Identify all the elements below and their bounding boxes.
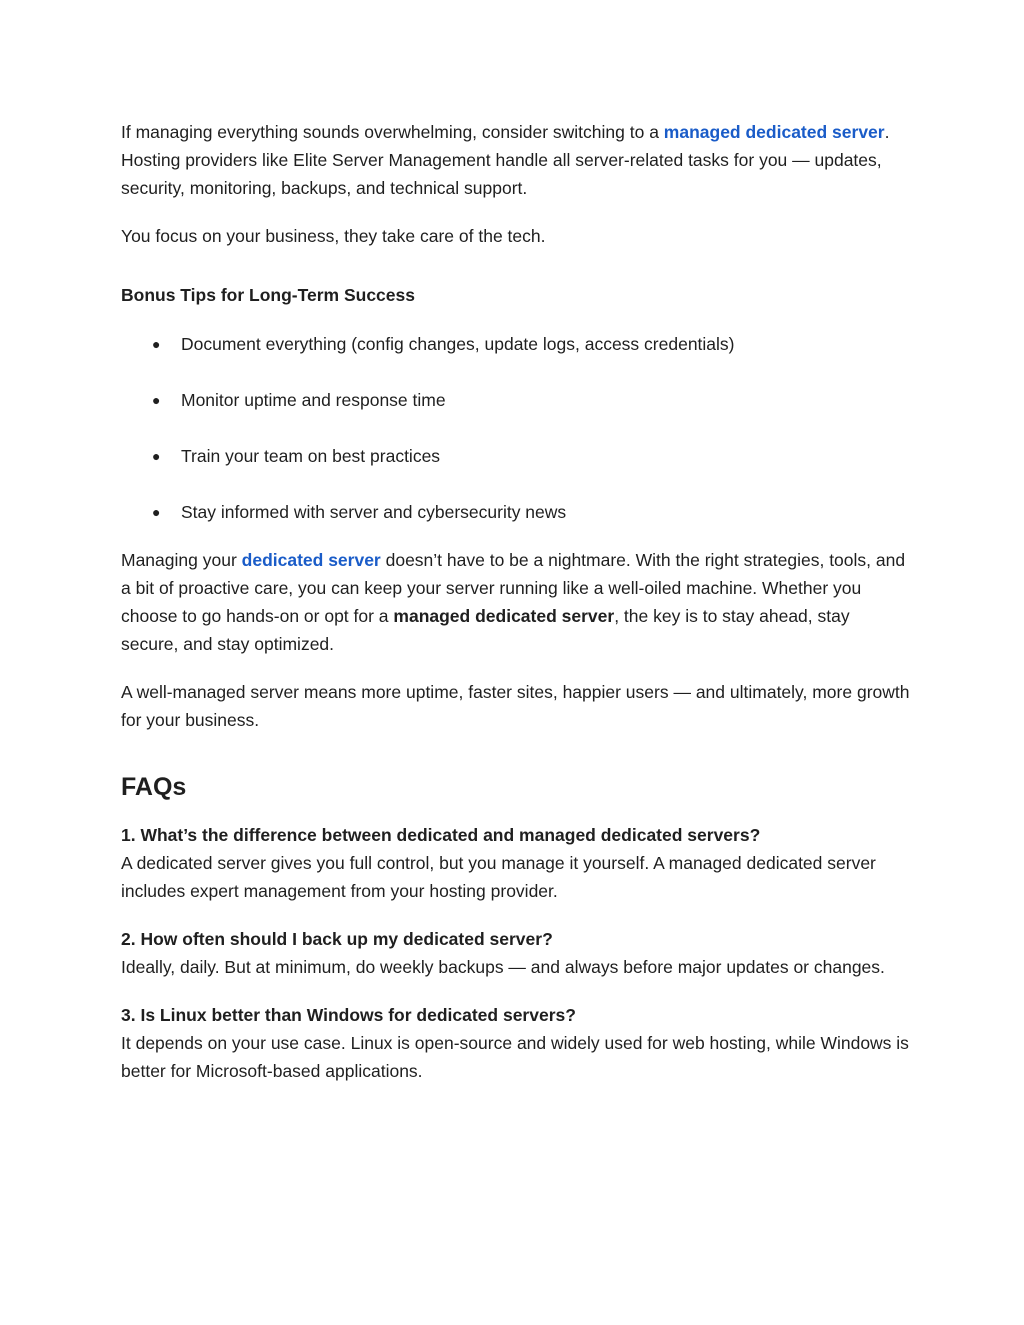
document-page <box>121 118 911 1105</box>
well-managed-paragraph: A well-managed server means more uptime, faster sites, happier users — and ultimately, more growth for your business. <box>121 682 910 730</box>
managing-text-after: , the key is to stay ahead, stay secure, and stay optimized. <box>121 606 850 654</box>
bullet-icon: ● <box>152 504 161 520</box>
faq-answer: A dedicated server gives you full control, but you manage it yourself. A managed dedicated server includes expert management from your hosting provider. <box>121 853 876 901</box>
list-item-text: Stay informed with server and cybersecurity news <box>181 502 567 522</box>
faq-item <box>121 925 911 981</box>
list-item <box>121 330 911 358</box>
intro-text-before: If managing everything sounds overwhelming, consider switching to a <box>121 122 664 142</box>
bullet-icon: ● <box>152 336 161 352</box>
list-item <box>121 442 911 470</box>
managing-bold-text: managed dedicated server <box>393 606 615 626</box>
list-item-text: Train your team on best practices <box>181 446 441 466</box>
managing-text-before: Managing your <box>121 550 242 570</box>
focus-paragraph: You focus on your business, they take care of the tech. <box>121 226 546 246</box>
faq-question: 3. Is Linux better than Windows for dedicated servers? <box>121 1005 576 1025</box>
faq-answer: It depends on your use case. Linux is open-source and widely used for web hosting, while Windows is better for Microsoft-based applications. <box>121 1033 909 1081</box>
list-item-text: Document everything (config changes, update logs, access credentials) <box>181 334 735 354</box>
list-item <box>121 386 911 414</box>
intro-paragraph <box>121 118 911 202</box>
faq-item <box>121 821 911 905</box>
intro-text-after: . Hosting providers like Elite Server Management handle all server-related tasks for you — updates, security, monitoring, backups, and technical support. <box>121 122 890 198</box>
list-item-text: Monitor uptime and response time <box>181 390 446 410</box>
faq-question: 2. How often should I back up my dedicated server? <box>121 929 553 949</box>
faq-question: 1. What’s the difference between dedicated and managed dedicated servers? <box>121 825 761 845</box>
bonus-tips-heading: Bonus Tips for Long-Term Success <box>121 285 415 305</box>
faq-answer: Ideally, daily. But at minimum, do weekly backups — and always before major updates or changes. <box>121 957 885 977</box>
dedicated-server-link[interactable]: dedicated server <box>241 550 381 570</box>
list-item <box>121 498 911 526</box>
managing-paragraph <box>121 546 911 658</box>
faq-item <box>121 1001 911 1085</box>
bullet-icon: ● <box>152 448 161 464</box>
managed-dedicated-server-link[interactable]: managed dedicated server <box>663 122 885 142</box>
faqs-heading: FAQs <box>121 773 187 801</box>
bonus-tips-list <box>121 330 911 526</box>
managing-text-middle: doesn’t have to be a nightmare. With the right strategies, tools, and a bit of proactive care, you can keep your server running like a well-oiled machine. Whether you choose to go hands-on or opt for a <box>121 550 906 626</box>
bullet-icon: ● <box>152 392 161 408</box>
